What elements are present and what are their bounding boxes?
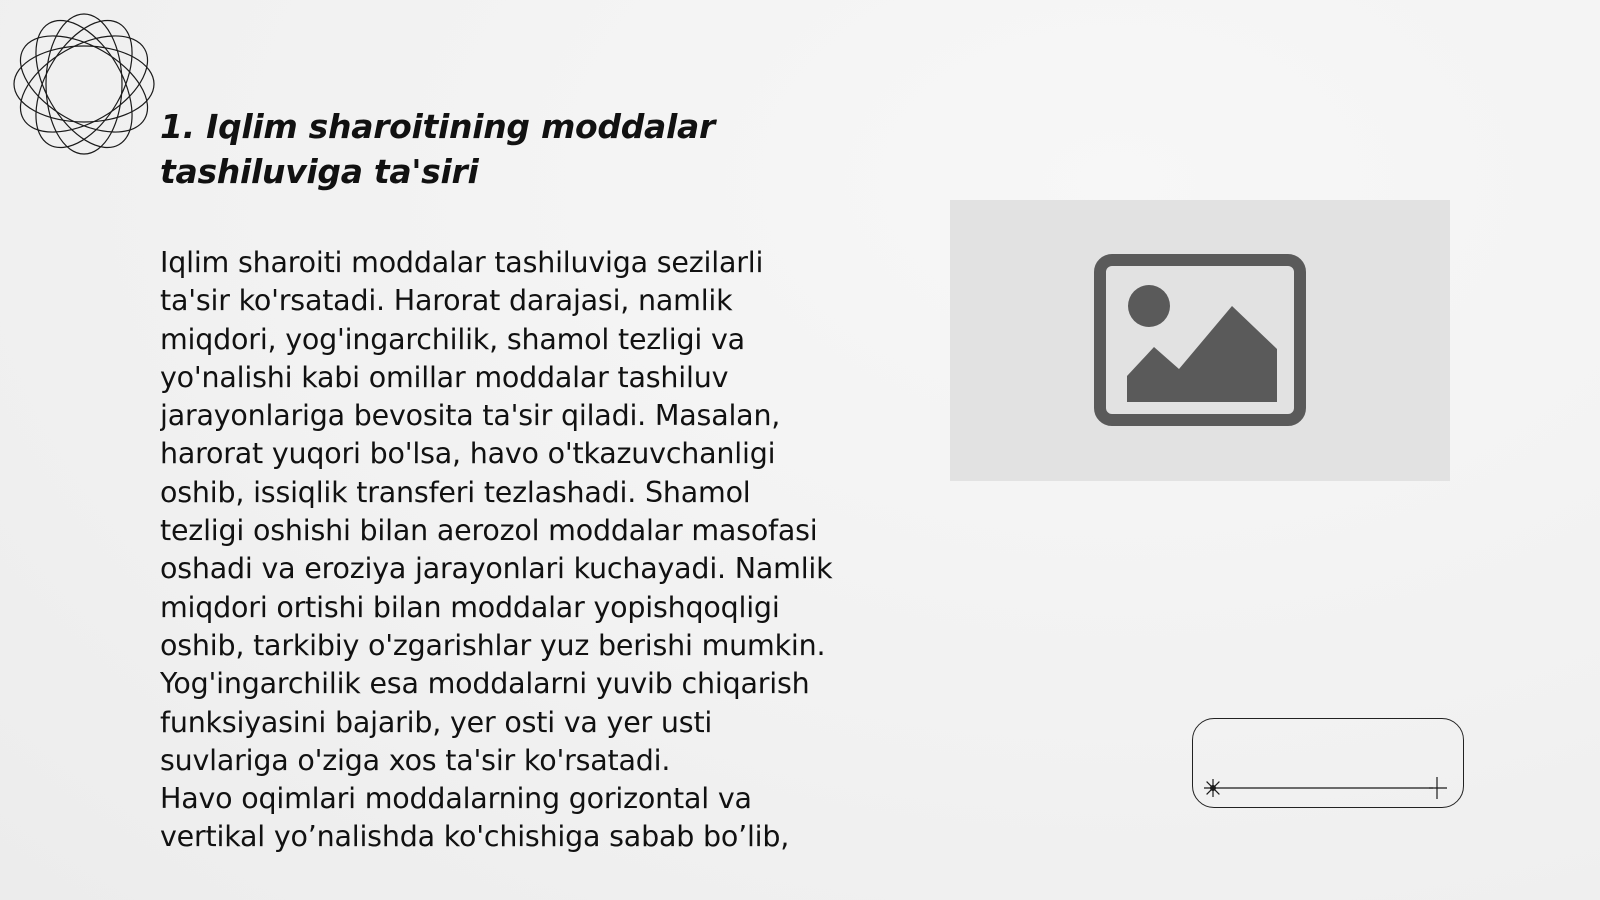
image-placeholder-icon (1094, 254, 1306, 426)
decorative-line-box (1192, 718, 1464, 808)
spark-line-icon (1203, 777, 1453, 807)
slide-title: 1. Iqlim sharoitining moddalar tashiluviga ta'siri (160, 107, 715, 191)
spirograph-ornament-icon (10, 10, 158, 158)
slide-body-text: Iqlim sharoiti moddalar tashiluviga sezilarli ta'sir ko'rsatadi. Harorat darajasi, namlik miqdori, yog'ingarchilik, shamol tezligi va yo'nalishi kabi omillar moddalar tashiluv jarayonlariga bevosita ta'sir qiladi. Masalan, harorat yuqori bo'lsa, havo o'tkazuvchanligi oshib, issiqlik transferi tezlashadi. Shamol tezligi oshishi bilan aerozol moddalar masofasi oshadi va eroziya jarayonlari kuchayadi. Namlik miqdori ortishi bilan moddalar yopishqoqligi oshib, tarkibiy o'zgarishlar yuz berishi mumkin. Yog'ingarchilik esa moddalarni yuvib chiqarish funksiyasini bajarib, yer osti va yer usti suvlariga o'ziga xos ta'sir ko'rsatadi. Havo oqimlari moddalarning gorizontal va vertikal yo’nalishda ko'chishiga sabab bo’lib, (160, 246, 833, 854)
image-placeholder[interactable] (950, 200, 1450, 481)
